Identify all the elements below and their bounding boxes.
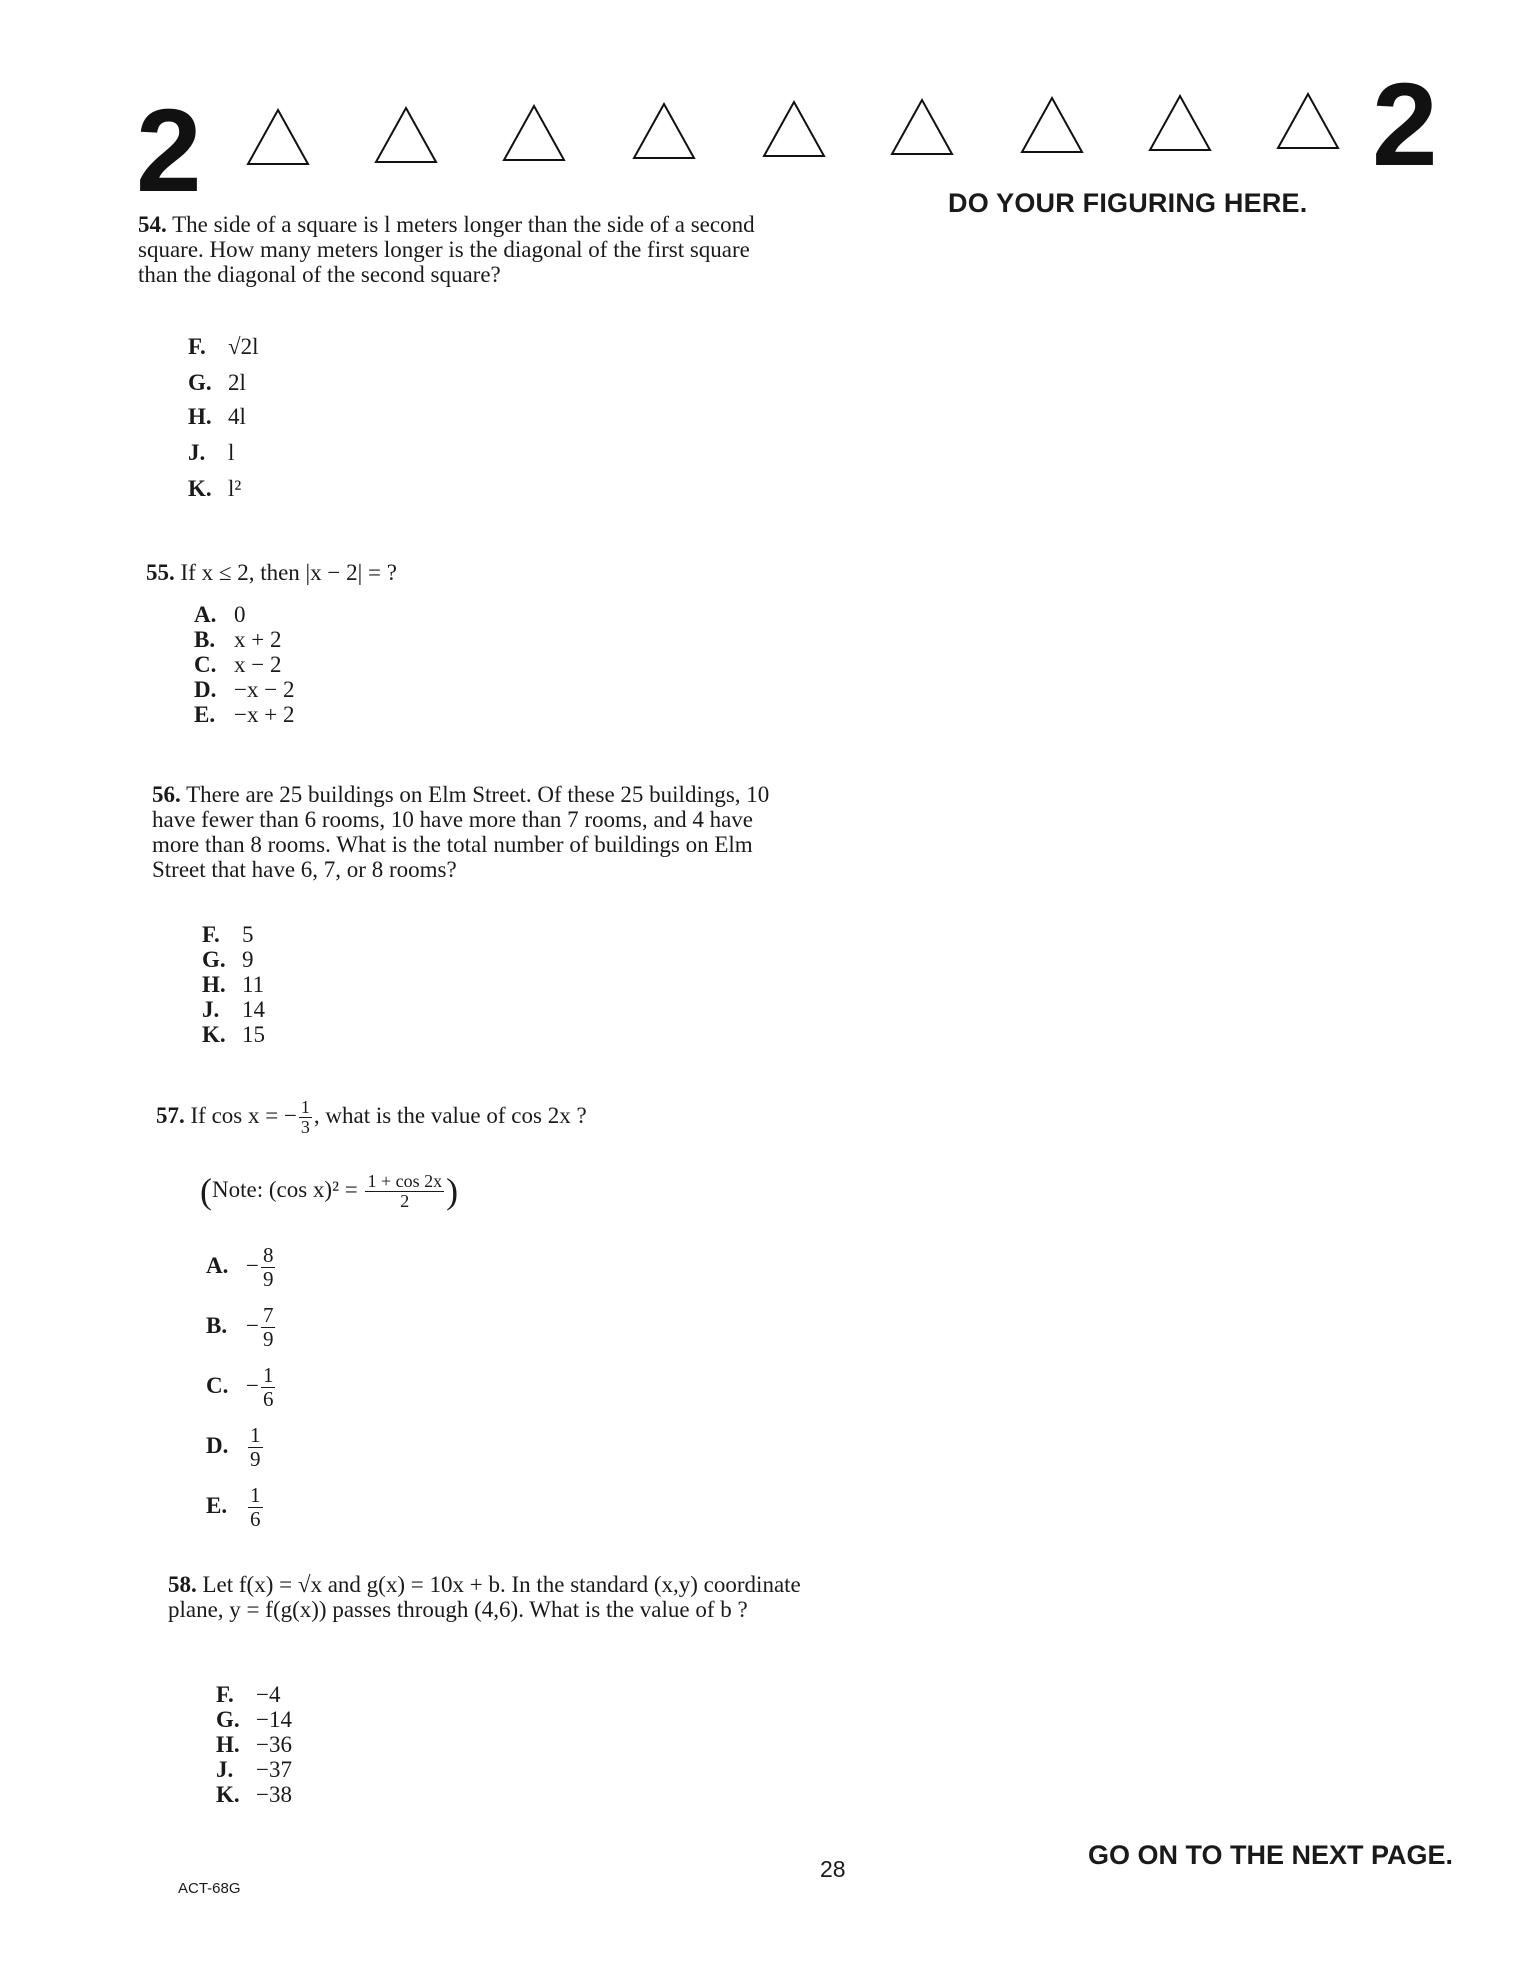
triangle-icon: [762, 100, 826, 158]
stem-fraction: $\frac{1}{3}$: [300, 1097, 310, 1137]
choice-55-b[interactable]: B. x + 2: [194, 627, 282, 652]
note-fraction: $\frac{1 + \cos 2x}{2}$: [367, 1171, 443, 1211]
choice-56-g[interactable]: G. 9: [202, 947, 254, 972]
choice-54-j[interactable]: J. l: [188, 440, 235, 465]
page-number: 28: [820, 1856, 846, 1882]
question-55: [146, 560, 746, 585]
figuring-label: DO YOUR FIGURING HERE.: [948, 188, 1308, 218]
choice-56-j[interactable]: J. 14: [202, 997, 265, 1022]
choice-56-h[interactable]: H. 11: [202, 972, 265, 997]
choice-55-c[interactable]: C. x − 2: [194, 652, 282, 677]
triangle-icon: [246, 108, 310, 166]
choice-54-g[interactable]: G. 2l: [188, 370, 246, 395]
choice-54-f[interactable]: F. √2l: [188, 334, 259, 359]
form-code: ACT-68G: [178, 1880, 241, 1897]
choice-58-g[interactable]: G. −14: [216, 1707, 292, 1732]
question-stem: If x ≤ 2, then |x − 2| = ?: [180, 560, 397, 585]
choice-58-f[interactable]: F. −4: [216, 1682, 281, 1707]
choice-57-d[interactable]: D. $\frac{1}{9}$: [206, 1423, 261, 1471]
question-number: 57.: [156, 1102, 185, 1128]
choice-57-b[interactable]: B. − $\frac{7}{9}$: [206, 1303, 274, 1351]
triangle-icon: [502, 104, 566, 162]
choice-57-e[interactable]: E. $\frac{1}{6}$: [206, 1483, 261, 1531]
question-number: 55.: [146, 560, 175, 585]
question-number: 58.: [168, 1572, 197, 1597]
triangle-icon: [890, 98, 954, 156]
question-54: [138, 212, 768, 287]
question-number: 56.: [152, 782, 181, 807]
choice-55-e[interactable]: E. −x + 2: [194, 702, 295, 727]
choice-58-j[interactable]: J. −37: [216, 1757, 292, 1782]
question-stem: Let f(x) = √x and g(x) = 10x + b. In the standard (x,y) coordinate plane, y = f(g(x)) passes through (4,6). What is the value of b ?: [168, 1572, 801, 1622]
next-page-label: GO ON TO THE NEXT PAGE.: [1088, 1840, 1454, 1870]
choice-55-a[interactable]: A. 0: [194, 602, 246, 627]
choice-56-f[interactable]: F. 5: [202, 922, 254, 947]
choice-57-c[interactable]: C. − $\frac{1}{6}$: [206, 1363, 274, 1411]
question-number: 54.: [138, 212, 167, 237]
question-stem: The side of a square is l meters longer than the side of a second square. How many meters longer is the diagonal of the first square than the diagonal of the second square?: [138, 212, 755, 287]
question-stem-before: If cos x = −: [190, 1102, 297, 1128]
question-56: [152, 782, 788, 882]
triangle-icon: [632, 102, 696, 160]
choice-56-k[interactable]: K. 15: [202, 1022, 265, 1047]
section-number-right: 2: [1372, 59, 1438, 191]
choice-55-d[interactable]: D. −x − 2: [194, 677, 295, 702]
question-57: [156, 1098, 776, 1137]
section-number-left: 2: [136, 85, 202, 217]
triangle-icon: [1148, 94, 1212, 152]
question-stem-after: , what is the value of cos 2x ?: [313, 1102, 587, 1128]
choice-58-h[interactable]: H. −36: [216, 1732, 292, 1757]
choice-58-k[interactable]: K. −38: [216, 1782, 292, 1807]
question-stem: There are 25 buildings on Elm Street. Of these 25 buildings, 10 have fewer than 6 rooms, 10 have more than 7 rooms, and 4 have more than 8 rooms. What is the total number of buildings on Elm Street that have 6, 7, or 8 rooms?: [152, 782, 770, 882]
choice-54-k[interactable]: K. l²: [188, 476, 242, 501]
triangle-icon: [1276, 92, 1340, 150]
question-58: [168, 1572, 808, 1622]
triangle-icon: [374, 106, 438, 164]
choice-57-a[interactable]: A. − $\frac{8}{9}$: [206, 1243, 274, 1291]
choice-54-h[interactable]: H. 4l: [188, 404, 246, 429]
triangle-icon: [1020, 96, 1084, 154]
question-57-note: (Note: (cos x)² = $\frac{1 + \cos 2x}{2}$ ): [200, 1171, 459, 1211]
